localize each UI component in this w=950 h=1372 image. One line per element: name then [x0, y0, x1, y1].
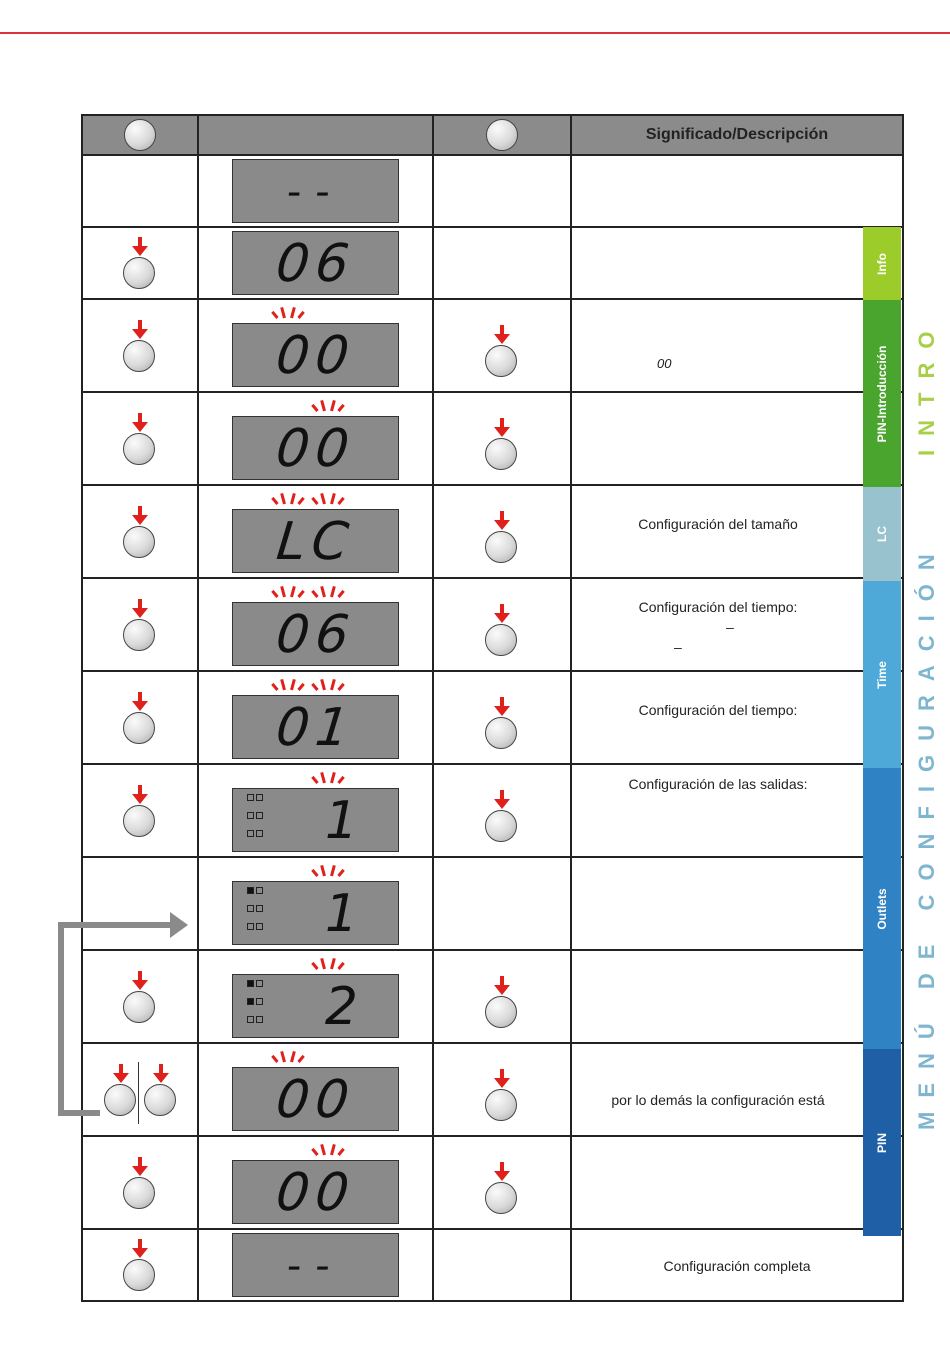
underscore-mark: – — [726, 619, 734, 635]
description-text: por lo demás la configuración está — [611, 1092, 825, 1108]
lcd-display: 00 — [232, 416, 399, 480]
lcd-display: 2 — [232, 974, 399, 1038]
underscore-mark: – — [674, 639, 682, 655]
band-pin: PIN — [863, 1049, 901, 1236]
description-text: Configuración del tiempo: — [638, 599, 798, 615]
lcd-display: 06 — [232, 231, 399, 295]
band-info: Info — [863, 227, 901, 300]
small-lcd-text: 00 — [657, 356, 672, 371]
intro-vertical-label: INTRO — [914, 317, 939, 456]
menu-vertical-label: MENÚ DE CONFIGURACIÓN — [914, 540, 939, 1130]
lcd-display: 01 — [232, 695, 399, 759]
band-time: Time — [863, 581, 901, 768]
lcd-display: LC — [232, 509, 399, 573]
lcd-display: -- — [232, 159, 399, 223]
description-text: Configuración de las salidas: — [628, 776, 808, 792]
lcd-display: 00 — [232, 323, 399, 387]
band-lc: LC — [863, 487, 901, 581]
lcd-display: 1 — [232, 788, 399, 852]
band-outlets: Outlets — [863, 768, 901, 1049]
description-text: Configuración completa — [663, 1258, 811, 1274]
band-pin-intro: PIN-Introducción — [863, 300, 901, 487]
header-description: Significado/Descripción — [571, 115, 903, 155]
lcd-display: 00 — [232, 1160, 399, 1224]
description-text: Configuración del tamaño — [638, 516, 798, 532]
lcd-display: 1 — [232, 881, 399, 945]
lcd-display: -- — [232, 1233, 399, 1297]
lcd-display: 00 — [232, 1067, 399, 1131]
description-text: Configuración del tiempo: — [638, 702, 798, 718]
lcd-display: 06 — [232, 602, 399, 666]
